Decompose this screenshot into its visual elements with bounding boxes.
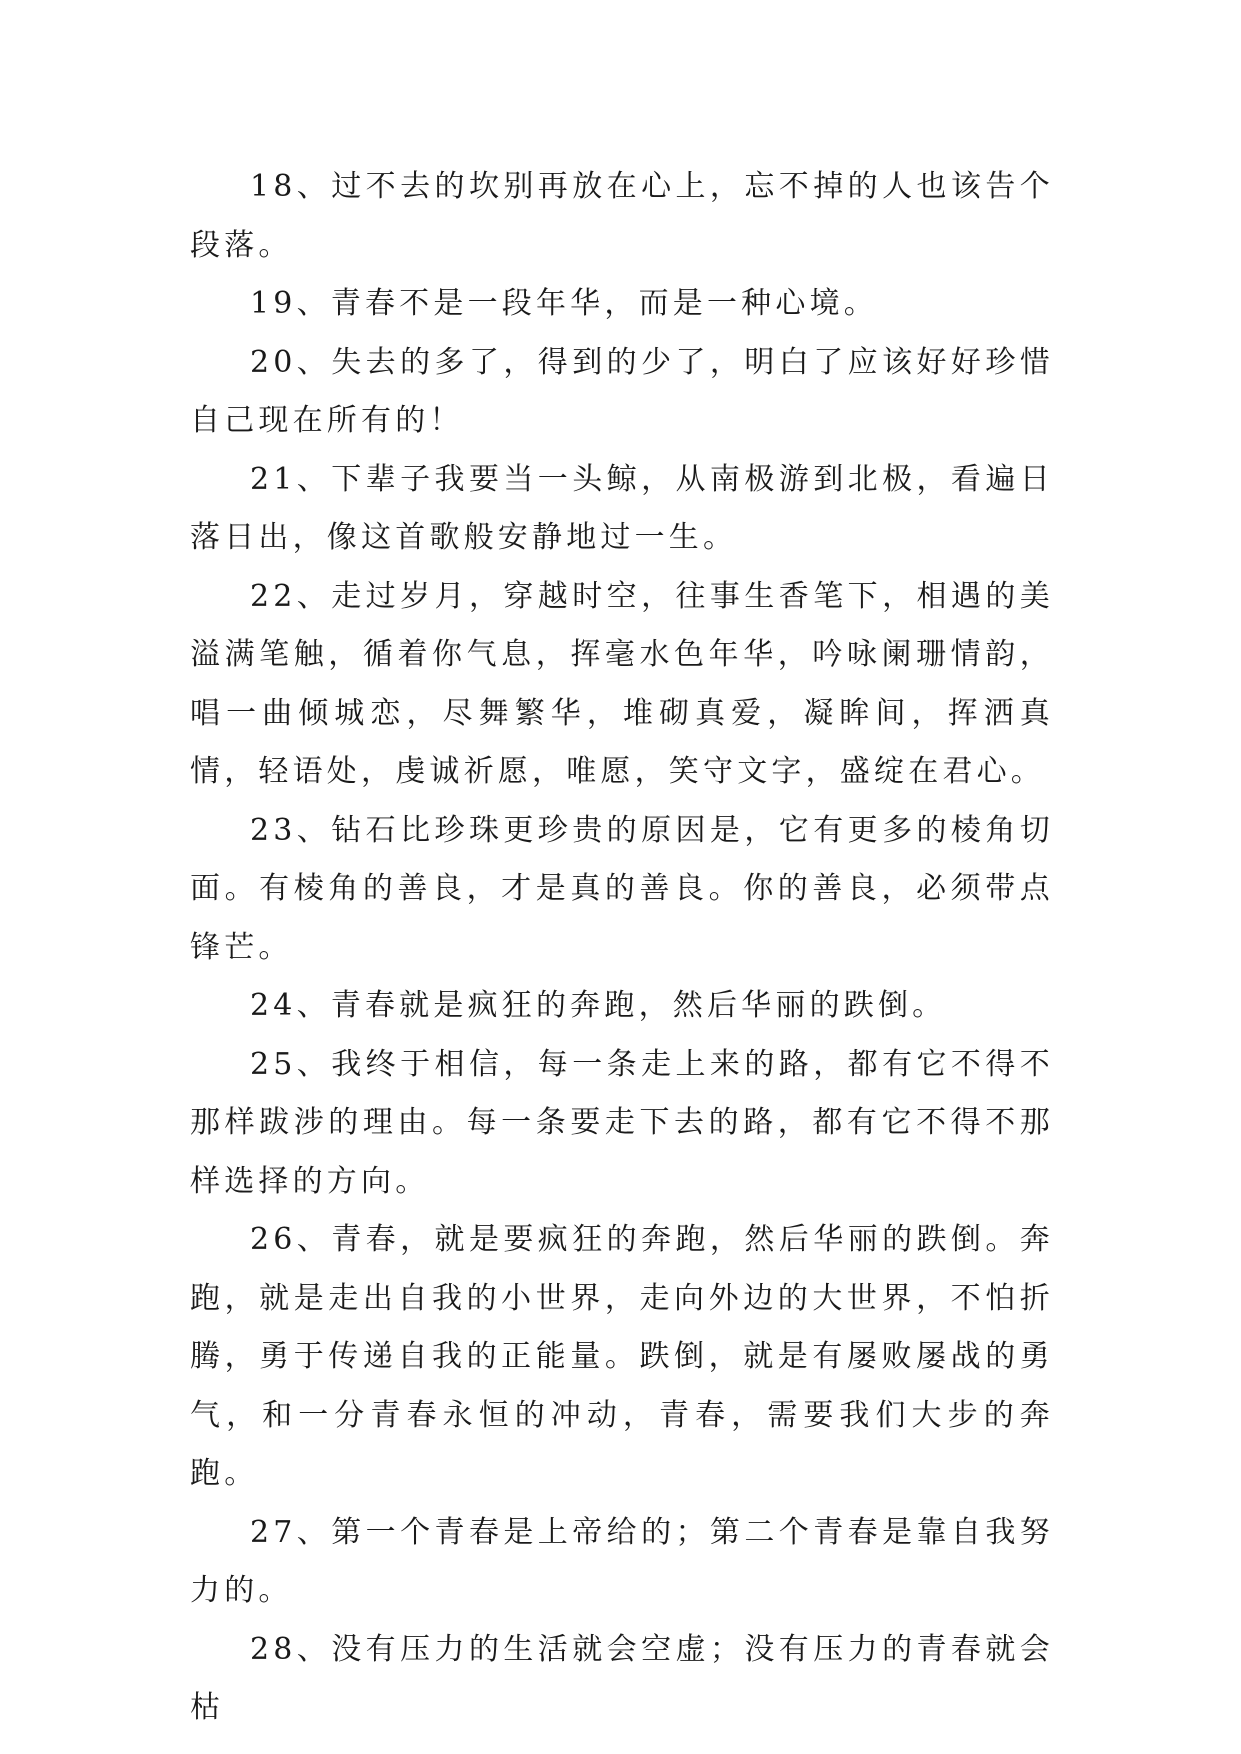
paragraph-20: 20、失去的多了，得到的少了，明白了应该好好珍惜自己现在所有的！ xyxy=(190,344,1054,438)
document-body xyxy=(190,158,1054,1738)
paragraph-22: 22、走过岁月，穿越时空，往事生香笔下，相遇的美溢满笔触，循着你气息，挥毫水色年华，吟咏阑珊情韵，唱一曲倾城恋，尽舞繁华，堆砌真爱，凝眸间，挥洒真情，轻语处，虔诚祈愿，唯愿，笑守文字，盛绽在君心。 xyxy=(190,578,1054,789)
paragraph-28: 28、没有压力的生活就会空虚；没有压力的青春就会枯 xyxy=(190,1631,1054,1725)
paragraph-25: 25、我终于相信，每一条走上来的路，都有它不得不那样跋涉的理由。每一条要走下去的路，都有它不得不那样选择的方向。 xyxy=(190,1046,1054,1199)
paragraph-26: 26、青春，就是要疯狂的奔跑，然后华丽的跌倒。奔跑，就是走出自我的小世界，走向外边的大世界，不怕折腾，勇于传递自我的正能量。跌倒，就是有屡败屡战的勇气，和一分青春永恒的冲动，青春，需要我们大步的奔跑。 xyxy=(190,1222,1054,1491)
paragraph-27: 27、第一个青春是上帝给的；第二个青春是靠自我努力的。 xyxy=(190,1514,1054,1608)
paragraph-24: 24、青春就是疯狂的奔跑，然后华丽的跌倒。 xyxy=(250,988,947,1023)
paragraph-21: 21、下辈子我要当一头鲸，从南极游到北极，看遍日落日出，像这首歌般安静地过一生。 xyxy=(190,461,1054,555)
paragraph-23: 23、钻石比珍珠更珍贵的原因是，它有更多的棱角切面。有棱角的善良，才是真的善良。你的善良，必须带点锋芒。 xyxy=(190,812,1054,965)
paragraph-18: 18、过不去的坎别再放在心上，忘不掉的人也该告个段落。 xyxy=(190,169,1054,263)
paragraph-19: 19、青春不是一段年华，而是一种心境。 xyxy=(250,286,878,321)
